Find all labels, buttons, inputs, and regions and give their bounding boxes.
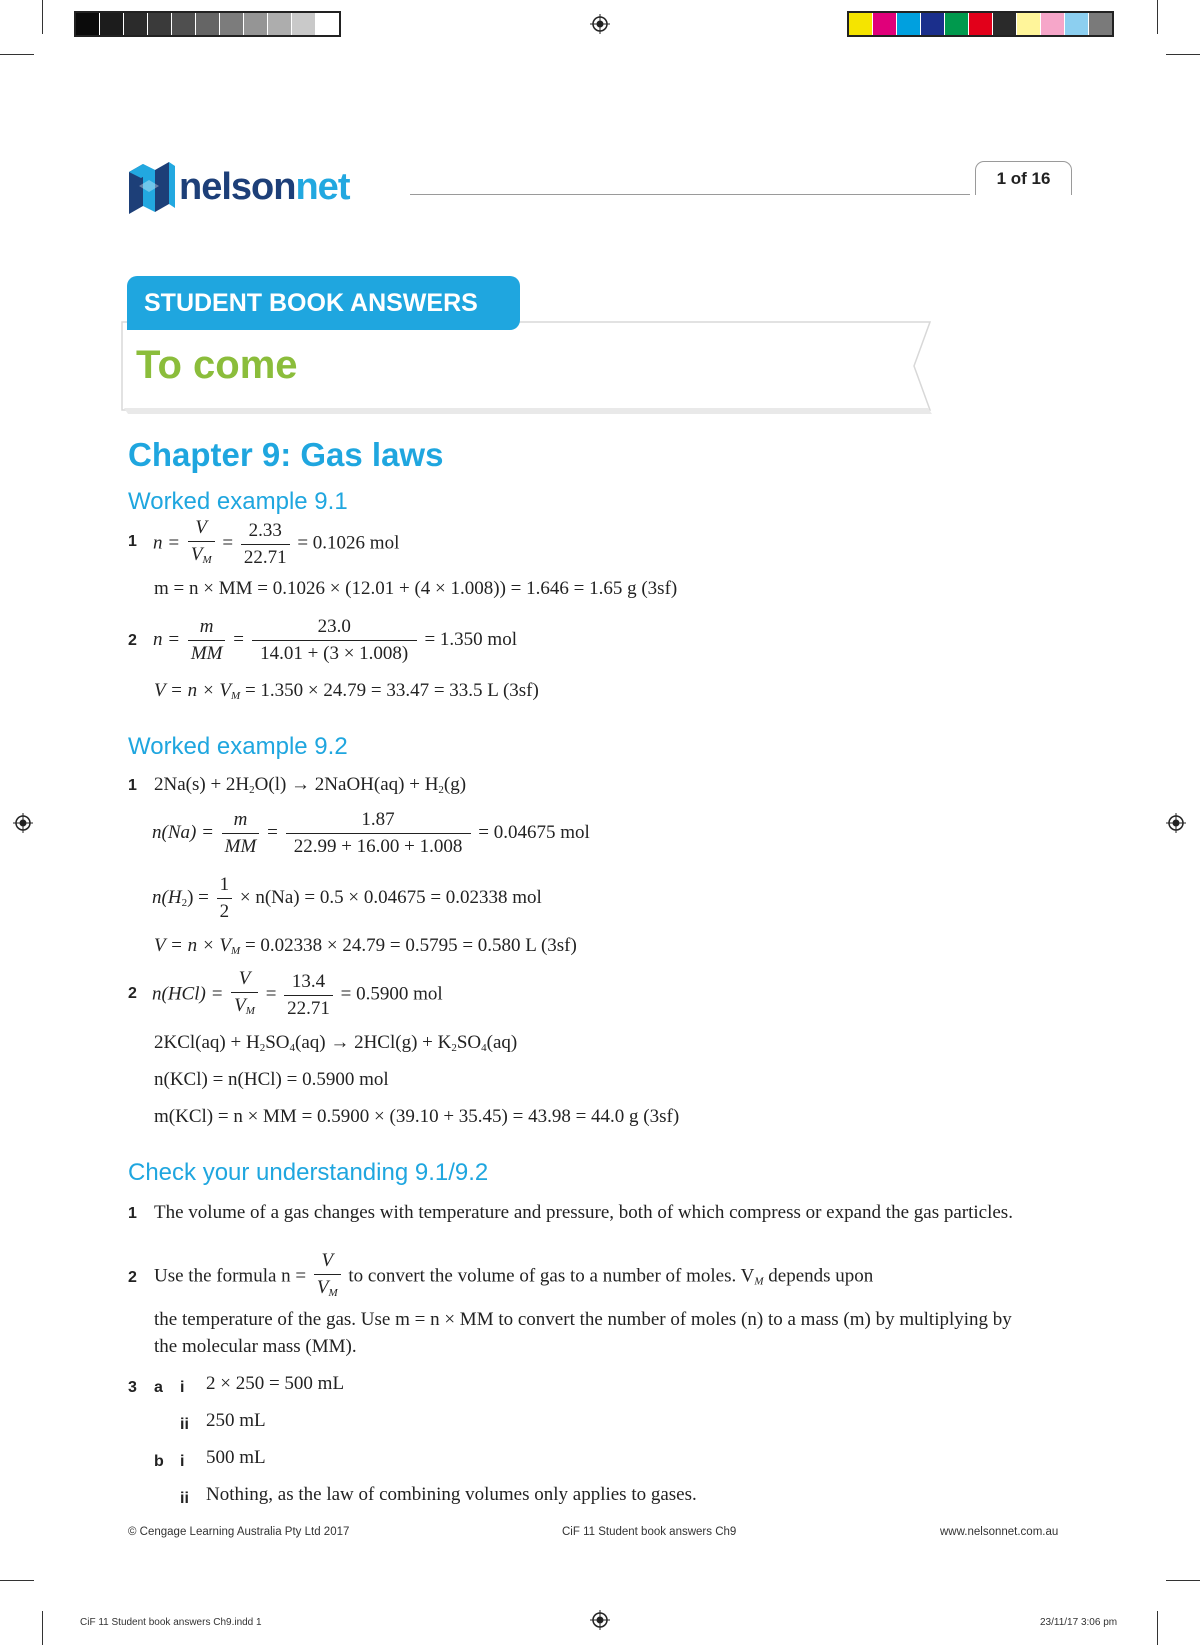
answer-number: 1 xyxy=(128,533,137,550)
equation-text: (aq) → 2HCl(g) + K xyxy=(295,1032,452,1053)
slug-date-time: 23/11/17 3:06 pm xyxy=(1040,1617,1118,1628)
answer-line: 250 mL xyxy=(206,1410,266,1431)
subscript: M xyxy=(231,690,241,702)
equation-text: O(l) → 2NaOH(aq) + H xyxy=(254,774,439,795)
crop-mark xyxy=(0,54,34,55)
subscript: M xyxy=(231,945,241,957)
color-swatch xyxy=(268,13,292,35)
crop-mark xyxy=(42,0,43,34)
crop-mark xyxy=(1166,54,1200,55)
color-swatch xyxy=(921,13,945,35)
nelsonnet-logo xyxy=(125,158,349,216)
color-swatch xyxy=(1065,13,1089,35)
equation-text: (g) xyxy=(443,774,467,795)
section-heading-worked-example-9-1: Worked example 9.1 xyxy=(128,488,348,515)
answer-subpart-numeral: ii xyxy=(180,1416,189,1433)
color-swatch xyxy=(244,13,268,35)
footer-website-link[interactable]: www.nelsonnet.com.au xyxy=(940,1526,1059,1538)
logo-wordmark xyxy=(179,166,349,209)
subscript: 4 xyxy=(481,1042,487,1054)
color-swatch xyxy=(897,13,921,35)
color-swatch xyxy=(945,13,969,35)
equation-text: n(H xyxy=(152,886,182,908)
fraction xyxy=(217,872,233,925)
registration-mark-icon xyxy=(13,813,33,833)
fraction-numerator: V xyxy=(188,515,215,542)
fraction-denominator: 14.01 + (3 × 1.008) xyxy=(260,643,409,664)
color-swatch xyxy=(1017,13,1041,35)
fraction xyxy=(284,969,333,1022)
color-swatch xyxy=(196,13,220,35)
color-swatch xyxy=(76,13,100,35)
equation-line: m(KCl) = n × MM = 0.5900 × (39.10 + 35.45) = 43.98 = 44.0 g (3sf) xyxy=(154,1106,680,1127)
fraction-denominator: 22.71 xyxy=(287,997,330,1019)
equation-line xyxy=(154,680,539,702)
grayscale-color-bar xyxy=(74,11,341,37)
equation-text: V = n × V xyxy=(154,680,232,701)
fraction-denominator: 22.99 + 16.00 + 1.008 xyxy=(293,836,463,857)
equation-line xyxy=(154,1032,517,1054)
fraction-denominator: 2 xyxy=(219,901,230,922)
equation-line: n(Na) = $\frac{m}{MM}$ = $\frac{1.87}{22.99 + 16.00 + 1.008}$ = 0.04675 mol xyxy=(152,807,590,860)
fraction-numerator: V xyxy=(314,1248,341,1275)
answer-line: 2 × 250 = 500 mL xyxy=(206,1373,345,1394)
subscript: 4 xyxy=(289,1042,295,1054)
equation-text: = 0.1026 mol xyxy=(297,532,400,554)
fraction-numerator: 1.87 xyxy=(286,807,471,834)
fraction-denominator xyxy=(231,993,258,1024)
answer-part-letter: a xyxy=(154,1379,163,1396)
registration-mark-icon xyxy=(1166,813,1186,833)
equation-text: SO xyxy=(265,1032,290,1053)
color-swatch xyxy=(993,13,1017,35)
banner-title: To come xyxy=(136,343,298,387)
equation-text: = 0.02338 × 24.79 = 0.5795 = 0.580 L (3sf) xyxy=(240,935,577,956)
fraction xyxy=(231,966,258,1024)
equation-text: 2Na(s) + 2H xyxy=(154,774,250,795)
registration-mark-icon xyxy=(590,14,610,34)
crop-mark xyxy=(1157,0,1158,34)
subscript: M xyxy=(754,1275,764,1288)
crop-mark xyxy=(42,1611,43,1645)
equation-text: n(HCl) = xyxy=(152,983,224,1005)
color-swatch xyxy=(220,13,244,35)
subscript: 2 xyxy=(438,784,444,796)
equation-text: SO xyxy=(456,1032,482,1053)
logo-cube-icon xyxy=(125,158,175,216)
equation-text: ) = xyxy=(187,886,209,908)
equation-text: = 1.350 × 24.79 = 33.47 = 33.5 L (3sf) xyxy=(240,680,539,701)
equation-line: n(KCl) = n(HCl) = 0.5900 mol xyxy=(154,1069,389,1090)
answer-text: depends upon xyxy=(763,1265,874,1287)
process-color-bar xyxy=(847,11,1114,37)
subscript: 2 xyxy=(181,896,188,909)
equation-line: n(HCl) = $\frac{V}{V_M}$ = $\frac{13.4}{22.71}$ = 0.5900 mol xyxy=(152,966,443,1024)
color-swatch xyxy=(148,13,172,35)
fraction-denominator-text: V xyxy=(316,1277,329,1298)
equation-text: = 1.350 mol xyxy=(424,628,517,650)
answer-line xyxy=(154,1248,873,1306)
color-swatch xyxy=(873,13,897,35)
subscript: M xyxy=(328,1287,338,1299)
equation-text: n = xyxy=(153,532,181,554)
color-swatch xyxy=(172,13,196,35)
slug-file-name: CiF 11 Student book answers Ch9.indd 1 xyxy=(80,1617,262,1628)
equation-text: n = xyxy=(153,628,181,650)
equation-text: (aq) xyxy=(486,1032,518,1053)
fraction-denominator-text: V xyxy=(234,995,246,1016)
answer-text: to convert the volume of gas to a number of moles. V xyxy=(348,1265,755,1287)
color-swatch xyxy=(969,13,993,35)
fraction-numerator: m xyxy=(222,807,260,834)
subscript: 2 xyxy=(249,784,255,796)
equation-line: m = n × MM = 0.1026 × (12.01 + (4 × 1.008)) = 1.646 = 1.65 g (3sf) xyxy=(154,578,678,599)
answer-text: Use the formula n = xyxy=(154,1265,307,1287)
answer-number: 2 xyxy=(128,1269,137,1286)
equation-text: × n(Na) = 0.5 × 0.04675 = 0.02338 mol xyxy=(239,886,542,908)
footer-document-title: CiF 11 Student book answers Ch9 xyxy=(562,1526,737,1538)
crop-mark xyxy=(1166,1580,1200,1581)
answer-number: 1 xyxy=(128,1205,137,1222)
fraction-numerator: m xyxy=(188,614,226,641)
fraction-numerator: 1 xyxy=(217,872,233,899)
subscript: M xyxy=(245,1005,255,1017)
answer-subpart-numeral: i xyxy=(180,1379,185,1396)
fraction xyxy=(222,807,260,860)
answer-paragraph: the temperature of the gas. Use m = n × MM to convert the number of moles (n) to a mass (m) by multiplying by the molecular mass (MM). xyxy=(154,1309,1012,1357)
footer-copyright: © Cengage Learning Australia Pty Ltd 2017 xyxy=(128,1526,350,1538)
section-heading-check-your-understanding: Check your understanding 9.1/9.2 xyxy=(128,1159,489,1186)
answer-subpart-numeral: ii xyxy=(180,1490,189,1507)
fraction xyxy=(188,515,215,573)
chapter-title: Chapter 9: Gas laws xyxy=(128,436,444,473)
color-swatch xyxy=(1089,13,1112,35)
color-swatch xyxy=(316,13,339,35)
color-swatch xyxy=(100,13,124,35)
equation-text: = 0.5900 mol xyxy=(340,983,443,1005)
answer-number: 2 xyxy=(128,632,137,649)
equation-line xyxy=(154,774,466,796)
answer-number: 1 xyxy=(128,777,137,794)
registration-mark-icon xyxy=(590,1610,610,1630)
subscript: 2 xyxy=(259,1042,266,1054)
answer-part-letter: b xyxy=(154,1453,164,1470)
color-swatch xyxy=(292,13,316,35)
fraction-denominator: MM xyxy=(190,643,223,664)
crop-mark xyxy=(0,1580,34,1581)
student-book-answers-label: STUDENT BOOK ANSWERS xyxy=(127,276,520,330)
fraction xyxy=(252,614,417,667)
answer-subpart-numeral: i xyxy=(180,1453,185,1470)
color-swatch xyxy=(1041,13,1065,35)
fraction-denominator-text: V xyxy=(190,544,203,565)
equation-text: 2KCl(aq) + H xyxy=(154,1032,260,1053)
equation-text: = 0.04675 mol xyxy=(478,821,590,843)
color-swatch xyxy=(849,13,873,35)
fraction xyxy=(188,614,226,667)
answer-paragraph: The volume of a gas changes with temperature and pressure, both of which compress or expand the gas particles. xyxy=(154,1202,1013,1223)
fraction xyxy=(286,807,471,860)
equation-line xyxy=(154,935,577,957)
color-swatch xyxy=(124,13,148,35)
fraction-numerator: 2.33 xyxy=(241,518,290,545)
equation-text: V = n × V xyxy=(154,935,232,956)
equation-line: n = $\frac{m}{MM}$ = $\frac{23.0}{14.01 + (3 \times 1.008)}$ = 1.350 mol xyxy=(153,614,517,667)
logo-wordmark-part2: net xyxy=(295,165,350,208)
subscript: M xyxy=(202,554,212,566)
answer-line: 500 mL xyxy=(206,1447,266,1468)
fraction-denominator xyxy=(188,542,215,573)
page-indicator: 1 of 16 xyxy=(975,161,1072,195)
answer-number: 3 xyxy=(128,1379,137,1396)
equation-line xyxy=(152,872,542,925)
subscript: 2 xyxy=(451,1042,457,1054)
fraction-numerator: 13.4 xyxy=(284,969,333,996)
equation-line: n = $\frac{V}{V_M}$ = $\frac{2.33}{22.71}$ = 0.1026 mol xyxy=(153,515,399,573)
fraction-denominator: 22.71 xyxy=(243,546,287,568)
equation-text: n(Na) = xyxy=(152,821,214,843)
section-heading-worked-example-9-2: Worked example 9.2 xyxy=(128,733,348,760)
fraction xyxy=(241,518,290,571)
logo-wordmark-part1: nelson xyxy=(179,165,296,208)
fraction-denominator xyxy=(314,1275,341,1306)
fraction-denominator: MM xyxy=(224,836,257,857)
answer-line: Nothing, as the law of combining volumes only applies to gases. xyxy=(206,1484,697,1505)
fraction xyxy=(314,1248,341,1306)
answer-number: 2 xyxy=(128,985,137,1002)
fraction-numerator: 23.0 xyxy=(252,614,417,641)
header-rule xyxy=(410,194,970,195)
fraction-numerator: V xyxy=(231,966,258,993)
crop-mark xyxy=(1157,1611,1158,1645)
